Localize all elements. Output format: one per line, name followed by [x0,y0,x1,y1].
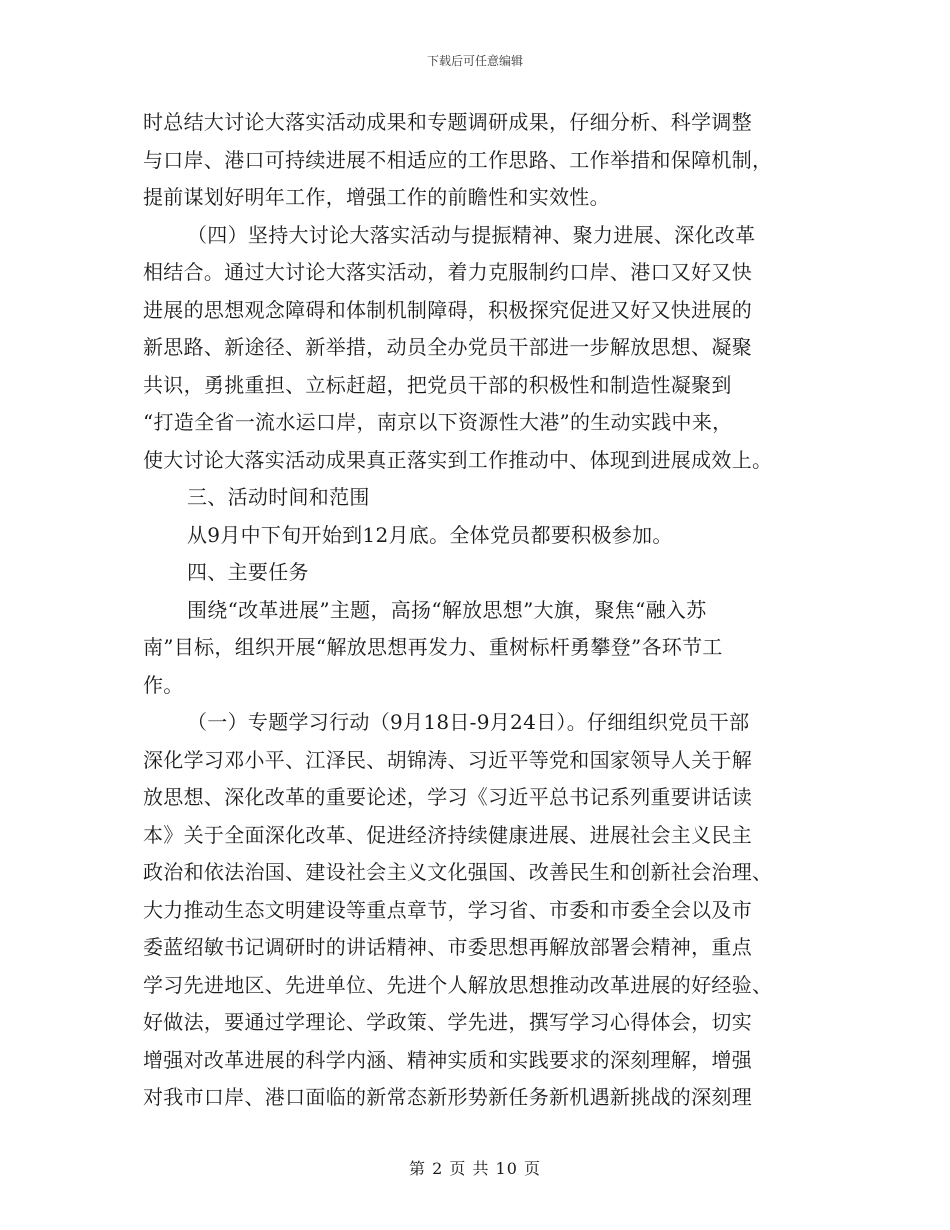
text-line: 作。 [143,672,184,697]
section-heading-3: 三、活动时间和范围 [187,485,370,509]
text-line: 时总结大讨论大落实活动成果和专题调研成果，仔细分析、科学调整 [143,110,752,134]
text-line: 委蓝绍敏书记调研时的讲话精神、市委思想再解放部署会精神，重点 [143,935,752,959]
page-header-note: 下载后可任意编辑 [426,54,523,68]
text-line: “打造全省一流水运口岸，南京以下资源性大港”的生动实践中来， [143,410,733,434]
text-line: 围绕“改革进展”主题，高扬“解放思想”大旗，聚焦“融入苏 [187,597,707,622]
text-line: 与口岸、港口可持续进展不相适应的工作思路、工作举措和保障机制， [143,147,773,172]
text-line: 从9月中下旬开始到12月底。全体党员都要积极参加。 [187,522,673,547]
text-line: 政治和依法治国、建设社会主义文化强国、改善民生和创新社会治理、 [143,860,773,884]
text-line: 好做法，要通过学理论、学政策、学先进，撰写学习心得体会，切实 [143,1010,752,1034]
text-line: 深化学习邓小平、江泽民、胡锦涛、习近平等党和国家领导人关于解 [143,747,752,772]
text-line: 使大讨论大落实活动成果真正落实到工作推动中、体现到进展成效上。 [143,447,773,472]
text-line: 放思想、深化改革的重要论述，学习《习近平总书记系列重要讲话读 [143,785,752,809]
page-number: 第 2 页 共 10 页 [409,1159,541,1178]
text-line: 相结合。通过大讨论大落实活动，着力克服制约口岸、港口又好又快 [143,260,752,284]
text-line: 共识，勇挑重担、立标赶超，把党员干部的积极性和制造性凝聚到 [143,372,732,397]
text-line: 新思路、新途径、新举措，动员全办党员干部进一步解放思想、凝聚 [143,335,752,359]
text-line: 南”目标，组织开展“解放思想再发力、重树标杆勇攀登”各环节工 [143,635,723,659]
text-line: 增强对改革进展的科学内涵、精神实质和实践要求的深刻理解，增强 [143,1047,752,1072]
section-heading-4-tasks: 四、主要任务 [187,560,309,584]
text-line: 进展的思想观念障碍和体制机制障碍，积极探究促进又好又快进展的 [143,297,752,322]
text-line: 对我市口岸、港口面临的新常态新形势新任务新机遇新挑战的深刻理 [143,1085,752,1109]
section-heading-4: （四）坚持大讨论大落实活动与提振精神、聚力进展、深化改革 [187,222,756,247]
text-line: 大力推动生态文明建设等重点章节，学习省、市委和市委全会以及市 [143,897,752,922]
text-line: 提前谋划好明年工作，增强工作的前瞻性和实效性。 [143,185,610,209]
text-line: 学习先进地区、先进单位、先进个人解放思想推动改革进展的好经验、 [143,972,773,997]
subsection-heading-1: （一）专题学习行动（9月18日-9月24日）。仔细组织党员干部 [187,710,750,734]
text-line: 本》关于全面深化改革、促进经济持续健康进展、进展社会主义民主 [143,822,752,847]
document-body [143,104,815,1117]
